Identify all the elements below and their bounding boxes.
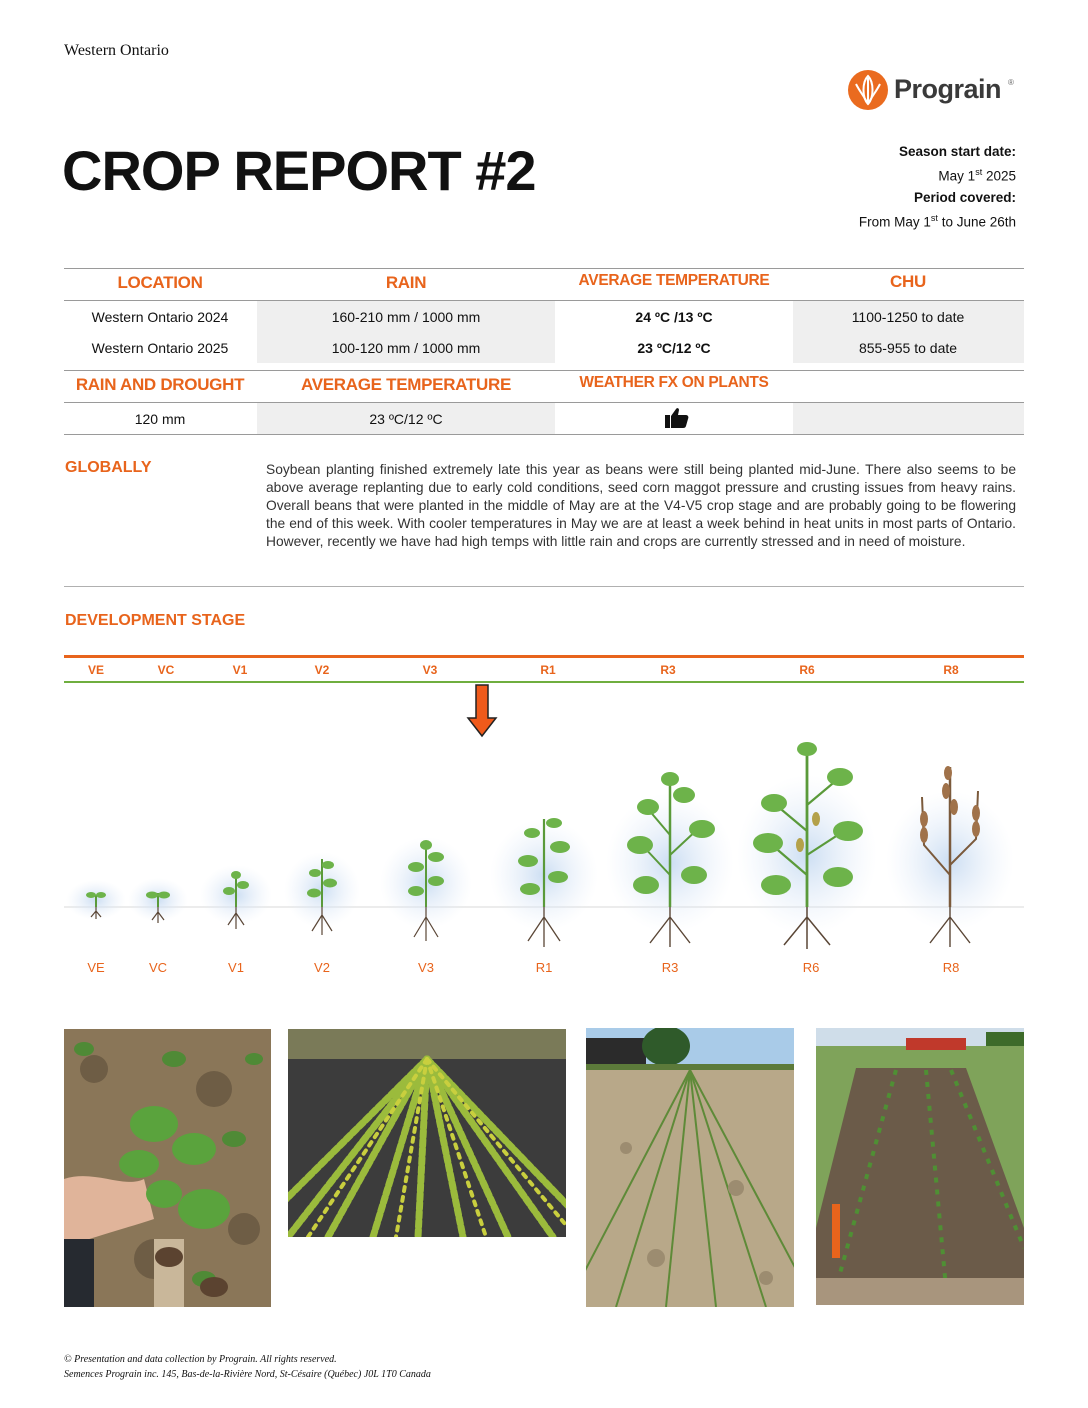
season-start-label: Season start date: (898, 144, 1016, 159)
plant-label-v1: V1 (228, 960, 244, 975)
table-cell: Western Ontario 2024 (91, 309, 229, 325)
plant-label-r1: R1 (535, 960, 553, 975)
region-name: Western Ontario (64, 42, 169, 59)
plant-vc (128, 878, 188, 923)
plant-r8 (886, 766, 1014, 947)
header-location: LOCATION (117, 273, 203, 292)
header-chu: CHU (890, 272, 926, 291)
page-title: CROP REPORT #2 (62, 139, 536, 202)
plant-label-r6: R6 (802, 960, 820, 975)
plant-label-v3: V3 (418, 960, 434, 975)
table-divider (64, 268, 1024, 269)
plant-v3 (380, 837, 472, 941)
stage-tick-v2: V2 (314, 663, 330, 677)
plant-ve (66, 880, 126, 920)
plant-r1 (490, 818, 598, 947)
prograin-logo (848, 70, 1020, 112)
table-cell: Western Ontario 2025 (91, 340, 229, 356)
wheat-icon (848, 70, 888, 110)
table-divider (64, 434, 1024, 435)
plant-r6 (737, 742, 877, 949)
stage-tick-r3: R3 (660, 663, 676, 677)
period-label: Period covered: (913, 189, 1016, 205)
plant-label-v2: V2 (314, 960, 330, 975)
plant-v2 (284, 852, 360, 935)
globally-label: GLOBALLY (65, 459, 152, 476)
header-rain: RAIN (385, 273, 427, 292)
field-photo-rows (288, 1029, 566, 1237)
table-cell: 100-120 mm / 1000 mm (331, 340, 481, 356)
field-photo-hand (64, 1029, 271, 1307)
logo-wordmark: Prograin (894, 74, 1002, 104)
plant-label-vc: VC (148, 960, 168, 975)
stage-bar-bottom (64, 681, 1024, 683)
shaded-column (793, 403, 1024, 434)
table-cell: 120 mm (134, 411, 186, 427)
header-avg-temp-2: AVERAGE TEMPERATURE (301, 375, 511, 394)
footer (64, 1352, 431, 1382)
stage-tick-v1: V1 (232, 663, 248, 677)
stage-tick-r8: R8 (943, 663, 959, 677)
stage-tick-vc: VC (157, 663, 175, 677)
plant-label-r8: R8 (942, 960, 960, 975)
plant-label-ve: VE (87, 960, 105, 975)
table-cell: 160-210 mm / 1000 mm (331, 309, 481, 325)
header-weather-fx: WEATHER FX ON PLANTS (579, 374, 769, 391)
plant-r3 (606, 772, 734, 947)
copyright-line: © Presentation and data collection by Prograin. All rights reserved. (64, 1354, 337, 1365)
thumbs-up-icon (664, 407, 690, 431)
plant-label-r3: R3 (661, 960, 679, 975)
address-line: Semences Prograin inc. 145, Bas-de-la-Rivière Nord, St-Césaire (Québec) J0L 1T0 Canada (64, 1369, 431, 1380)
stage-tick-ve: VE (87, 663, 104, 677)
season-info (859, 141, 1016, 232)
table-cell: 1100-1250 to date (851, 309, 965, 325)
period-range: From May 1st to June 26th (858, 212, 1016, 229)
stage-tick-v3: V3 (422, 663, 438, 677)
stage-bar-top (64, 655, 1024, 658)
table-cell: 23 ºC/12 ºC (369, 411, 443, 427)
table-divider (64, 370, 1024, 371)
registered-mark: ® (1008, 78, 1014, 87)
globally-text: Soybean planting finished extremely late this year as beans were still being planted mid-June. There also seems to be above average replanting due to early cold conditions, seed corn maggot pressure and crusting issues from heavy rains. Overall beans that were planted in the middle of May are at the V4-V5 crop stage and are probably going to be flowering the end of this week. With cooler temperatures in May we are at least a week behind in heat units in most parts of Ontario. However, recently we have had high temps with little rain and crops are currently stressed and in need of moisture. (266, 462, 1016, 549)
field-photo-emerging (586, 1028, 794, 1307)
field-photo-plots (816, 1028, 1024, 1305)
growth-stages-illustration (64, 735, 1024, 955)
table-cell: 23 ºC/12 ºC (637, 340, 711, 356)
header-rain-drought: RAIN AND DROUGHT (75, 375, 245, 394)
header-avg-temp: AVERAGE TEMPERATURE (578, 272, 770, 289)
stage-tick-r6: R6 (799, 663, 815, 677)
table-cell: 24 ºC /13 ºC (635, 309, 713, 325)
plant-v1 (200, 865, 272, 929)
stage-tick-r1: R1 (540, 663, 556, 677)
development-stage-label: DEVELOPMENT STAGE (65, 612, 246, 629)
season-start-date: May 1st 2025 (938, 167, 1016, 184)
table-cell: 855-955 to date (858, 340, 958, 356)
section-divider (64, 586, 1024, 587)
